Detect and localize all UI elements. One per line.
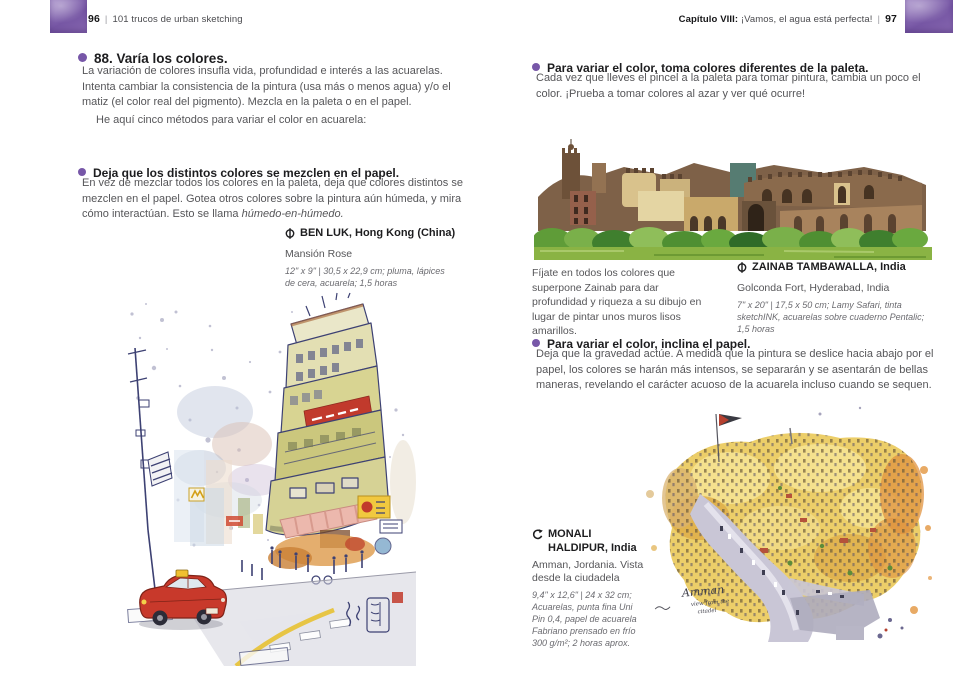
fort-walls: [538, 139, 926, 237]
tip-intro-line2: He aquí cinco métodos para variar el color en acuarela:: [96, 114, 367, 126]
annotation-city: Amman: [681, 583, 725, 600]
chapter-title: ¡Vamos, el agua está perfecta!: [740, 14, 873, 25]
artwork-ben-luk-watercolor: [120, 292, 416, 666]
page-number-left: 96: [88, 13, 100, 25]
tip-intro-paragraph: La variación de colores insufla vida, profundidad e interés a las acuarelas. Intenta cambiar la consistencia de la pintura (usa más o menos agua) y/o el matiz (el color real del pigmento). Mezcla en la paleta o en el papel.: [82, 65, 451, 108]
annotation-sub2: citadel: [697, 607, 717, 616]
bullet-icon: [532, 63, 540, 71]
credit-artist-line: [532, 528, 646, 555]
chapter-color-swatch-right: [905, 0, 953, 33]
artwork-specs: 9,4" x 12,6" | 24 x 32 cm; Acuarelas, punta fina Uni Pin 0,4, papel de acuarela Fabriano prensado en frío 300 g/m²; 2 horas aprox.: [532, 590, 637, 648]
artwork-zainab-watercolor: [534, 139, 932, 260]
credit-block-monali: [532, 528, 646, 649]
tip-heading: 88. Varía los colores.: [78, 51, 228, 66]
grass-strip: [534, 247, 932, 260]
method-mix-heading: Deja que los distintos colores se mezclen en el papel.: [78, 166, 399, 180]
running-header-left: [88, 13, 243, 25]
artist-name: MONALI HALDIPUR, India: [548, 528, 637, 554]
method-mix-body: En vez de mezclar todos los colores en la paleta, deja que colores distintos se mezclen en el papel. Gotea otros colores sobre la pintura aún húmeda, y mira cómo interactúan. Esto se llama húmedo-en-húmedo.: [82, 177, 463, 220]
method-tilt-body: Deja que la gravedad actúe. A medida que la pintura se deslice hacia abajo por el papel, los colores se harán más intensos, se separarán y se asentarán de bellas maneras, revelando el carácter acuoso de la acuarela incluso cuando se sequen.: [536, 348, 934, 391]
book-title: 101 trucos de urban sketching: [112, 14, 243, 25]
orientation-icon: [285, 228, 295, 244]
street-market: [242, 530, 375, 584]
credit-artist-line: [737, 261, 937, 278]
header-separator: |: [877, 14, 881, 25]
chapter-label: Capítulo VIII:: [678, 14, 739, 25]
credit-artist-line: [285, 227, 457, 244]
bullet-icon: [532, 339, 540, 347]
method-palette-body: Cada vez que lleves el pincel a la paleta para tomar pintura, cambia un poco el color. ¡Prueba a tomar colores al azar y ver qué ocurre!: [536, 72, 921, 100]
artwork-title: Golconda Fort, Hyderabad, India: [737, 281, 890, 294]
method-tilt-heading: Para variar el color, inclina el papel.: [532, 337, 750, 351]
annotation-sub1: view from the: [690, 598, 730, 608]
bullet-icon: [78, 53, 87, 62]
artwork-monali-watercolor: [640, 398, 936, 648]
caption-zainab: Fíjate en todos los colores que superpone Zainab para dar profundidad y riqueza a su dibujo en lugar de pintar unos muros lisos amarillos.: [532, 267, 702, 337]
wet-in-wet-term: húmedo-en-húmedo.: [241, 208, 344, 220]
credit-block-zainab: [737, 261, 937, 335]
rotate-icon: [532, 529, 543, 545]
page-number-right: 97: [885, 13, 897, 25]
orientation-icon: [737, 262, 747, 278]
bullet-icon: [78, 168, 86, 176]
street-pole: [128, 348, 172, 598]
artwork-specs: 7" x 20" | 17,5 x 50 cm; Lamy Safari, tinta sketchINK, acuarelas sobre cuaderno Pentalic; 1,5 horas: [737, 299, 925, 334]
running-header-right: [679, 13, 897, 25]
credit-block-ben-luk: [285, 227, 457, 289]
method-palette-heading: Para variar el color, toma colores diferentes de la paleta.: [532, 61, 868, 75]
chapter-color-swatch-left: [50, 0, 87, 33]
header-separator: |: [104, 14, 108, 25]
artwork-title: Amman, Jordania. Vista desde la ciudadela: [532, 559, 644, 584]
handwritten-annotation: [653, 583, 731, 619]
artwork-specs: 12" x 9" | 30,5 x 22,9 cm; pluma, lápices de cera, acuarela; 1,5 horas: [285, 265, 445, 288]
artist-name: BEN LUK, Hong Kong (China): [300, 227, 456, 239]
artwork-title: Mansión Rose: [285, 247, 353, 260]
artist-name: ZAINAB TAMBAWALLA, India: [752, 261, 906, 273]
red-taxi: [139, 570, 226, 630]
